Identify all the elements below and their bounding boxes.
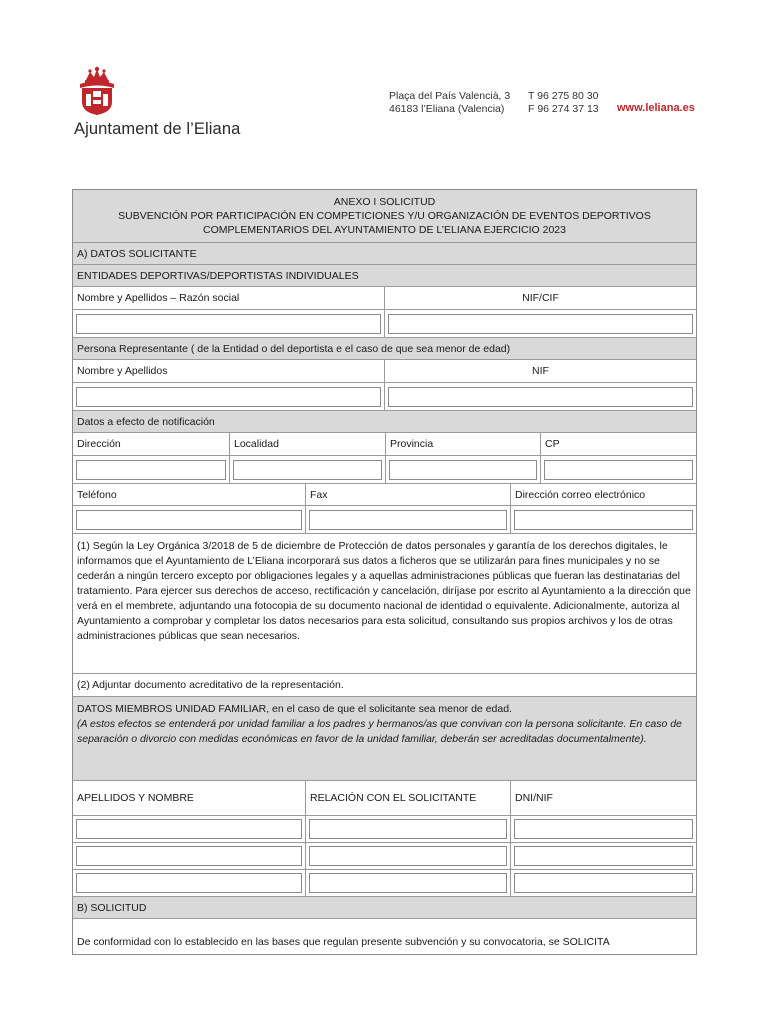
address-inputs: [73, 455, 696, 483]
cp-label: CP: [540, 433, 696, 455]
application-form: [72, 189, 697, 955]
phone-label: Teléfono: [77, 488, 117, 501]
notification-label: Datos a efecto de notificación: [77, 415, 215, 428]
privacy-text: (1) Según la Ley Orgánica 3/2018 de 5 de diciembre de Protección de datos personales y garantía de los derechos digitales, le informamos que el Ayuntamiento de L’Eliana incorporará sus datos a ficheros que se utilizarán para fines municipales y no se cederán a ningún tercero excepto por obligaciones legales y a aquellas administraciones públicas que fueran las destinatarias del tratamiento. Para ejercer sus derechos de acceso, rectificación y cancelación, diríjase por escrito al Ayuntamiento a la dirección que verá en el membrete, adjuntando una fotocopia de su documento nacional de identidad o equivalente. Adicionalmente, autoriza al Ayuntamiento a comprobar y completar los datos necesarios para esta solicitud, consultando sus propios archivos y los de otras administraciones públicas que sean necesarios.: [77, 540, 691, 642]
representative-label: Persona Representante ( de la Entidad o del deportista e el caso de que sea menor de edad): [77, 342, 511, 355]
rep-nif-label: NIF: [384, 360, 696, 382]
rep-nif-field[interactable]: [388, 387, 693, 407]
family-columns: [73, 780, 696, 815]
family-name-field[interactable]: [76, 819, 302, 839]
website-link[interactable]: www.leliana.es: [617, 102, 695, 114]
fax-field[interactable]: [309, 510, 507, 530]
family-relation-field[interactable]: [309, 846, 507, 866]
section-a-label: A) DATOS SOLICITANTE: [77, 247, 197, 260]
attach-note: [73, 673, 696, 696]
applicant-labels: [73, 286, 696, 309]
family-dni-field[interactable]: [514, 846, 693, 866]
contact-labels: [73, 483, 696, 505]
notification-header: [73, 410, 696, 432]
entities-header: [73, 264, 696, 286]
family-name-field[interactable]: [76, 846, 302, 866]
cp-field[interactable]: [544, 460, 693, 480]
family-col-name: APELLIDOS Y NOMBRE: [77, 792, 194, 804]
phone-field[interactable]: [76, 510, 302, 530]
address-line: Plaça del País Valencià, 3: [389, 90, 511, 102]
family-section: [73, 696, 696, 780]
address-label: Dirección: [77, 438, 121, 450]
family-relation-field[interactable]: [309, 819, 507, 839]
form-title: [73, 190, 696, 242]
address-block: [389, 90, 510, 116]
applicant-name-field[interactable]: [76, 314, 381, 334]
locality-field[interactable]: [233, 460, 382, 480]
municipal-crest-icon: [74, 66, 120, 121]
family-col-relation: RELACIÓN CON EL SOLICITANTE: [305, 781, 510, 815]
form-title-block: [73, 190, 696, 242]
family-col-dni: DNI/NIF: [510, 781, 696, 815]
locality-label: Localidad: [229, 433, 385, 455]
section-b-label: B) SOLICITUD: [77, 901, 147, 914]
attach-text: (2) Adjuntar documento acreditativo de la representación.: [77, 679, 344, 691]
email-field[interactable]: [514, 510, 693, 530]
family-name-field[interactable]: [76, 873, 302, 893]
address-field[interactable]: [76, 460, 226, 480]
representative-inputs: [73, 382, 696, 410]
applicant-nif-field[interactable]: [388, 314, 693, 334]
address-labels: [73, 432, 696, 455]
organization-name: Ajuntament de l’Eliana: [74, 120, 241, 138]
family-note: (A estos efectos se entenderá por unidad familiar a los padres y hermanos/as que convivan con la persona solicitante. En caso de separación o divorcio con medidas económicas en favor de la unidad familiar, deberán ser acreditadas documentalmente).: [77, 718, 682, 745]
family-relation-field[interactable]: [309, 873, 507, 893]
request-text: De conformidad con lo establecido en las bases que regulan presente subvención y su convocatoria, se SOLICITA: [77, 936, 610, 948]
contact-inputs: [73, 505, 696, 533]
nif-cif-label: NIF/CIF: [384, 287, 696, 309]
form-title-line: COMPLEMENTARIOS DEL AYUNTAMIENTO DE L’ELIANA EJERCICIO 2023: [203, 224, 566, 236]
representative-labels: [73, 359, 696, 382]
entities-label: ENTIDADES DEPORTIVAS/DEPORTISTAS INDIVIDUALES: [77, 269, 359, 282]
family-row: [73, 815, 696, 842]
email-label: Dirección correo electrónico: [510, 484, 696, 505]
province-label: Provincia: [385, 433, 540, 455]
family-header: DATOS MIEMBROS UNIDAD FAMILIAR, en el caso de que el solicitante sea menor de edad.: [77, 703, 512, 715]
family-row: [73, 842, 696, 869]
phone-block: [528, 90, 599, 116]
form-title-line: SUBVENCIÓN POR PARTICIPACIÓN EN COMPETICIONES Y/U ORGANIZACIÓN DE EVENTOS DEPORTIVOS: [118, 210, 651, 222]
family-dni-field[interactable]: [514, 873, 693, 893]
address-line: 46183 l’Eliana (Valencia): [389, 103, 505, 115]
province-field[interactable]: [389, 460, 537, 480]
name-label: Nombre y Apellidos – Razón social: [77, 292, 240, 304]
applicant-inputs: [73, 309, 696, 337]
representative-header: [73, 337, 696, 359]
phone-number: T 96 275 80 30: [528, 90, 599, 102]
fax-number: F 96 274 37 13: [528, 103, 599, 115]
request-row: [73, 918, 696, 954]
fax-label: Fax: [305, 484, 510, 505]
family-text-block: [73, 697, 696, 780]
section-b-header: [73, 896, 696, 918]
rep-name-label: Nombre y Apellidos: [77, 365, 168, 377]
family-row: [73, 869, 696, 896]
section-a-header: [73, 242, 696, 264]
family-dni-field[interactable]: [514, 819, 693, 839]
form-title-line: ANEXO I SOLICITUD: [333, 196, 436, 208]
rep-name-field[interactable]: [76, 387, 381, 407]
privacy-notice: [73, 533, 696, 673]
